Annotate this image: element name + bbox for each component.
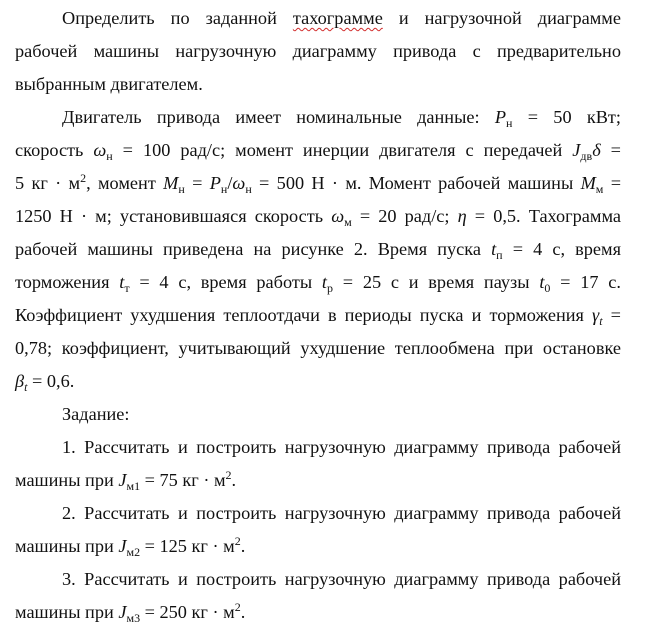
formula-t-p: $t_п$ [491,239,503,262]
intro-text: рабочей машины нагрузочную диаграмму привода с предварительно [15,41,621,61]
formula-gamma: $\gamma_t$ = [592,305,621,328]
params-text: = 4 с, время работы [129,272,322,292]
params-text: = 20 рад/с; [351,206,458,226]
params-text: = 17 с. [550,272,621,292]
params-line-5 [15,237,621,261]
task-item-2-line-2 [15,534,621,558]
task-item-1-line-1 [15,435,621,459]
params-text: скорость [15,140,94,160]
params-line-3 [15,171,621,195]
task-item-1-line-2 [15,468,621,492]
params-line-7 [15,303,621,327]
task-item-text: машины при [15,602,119,622]
params-line-1 [15,105,621,129]
formula-mm: $M_м$ = [580,173,622,196]
params-text: Двигатель привода имеет номинальные данные: [62,107,480,127]
intro-line-1 [15,6,621,30]
intro-line-2 [15,39,621,63]
params-text: 1250 Н · м; установившаяся скорость [15,206,332,226]
task-item-text: 2. Рассчитать и построить нагрузочную диаграмму привода рабочей [62,503,621,523]
params-line-4 [15,204,621,228]
superscript: 2 [80,171,87,185]
params-line-2 [15,138,621,162]
task-title-text: Задание: [62,404,130,424]
params-text: = 0,5. Тахограмма [466,206,622,226]
formula-j-m1: $J_{м1} = 75$ кг · $м^2$ [118,468,232,493]
intro-line-3 [15,72,621,96]
formula-j-m2: $J_{м2} = 125$ кг · $м^2$ [118,534,241,559]
params-line-9 [15,369,621,393]
formula-j-m3: $J_{м3} = 250$ кг · $м^2$ [118,600,241,625]
params-text: = 500 Н · м. Момент рабочей машины [251,173,581,193]
formula-j-dv: $J_{дв}\delta$ = [572,140,621,163]
formula-mn: $M_н = P_н/\omega_н$ [163,173,252,196]
intro-text: выбранным двигателем. [15,74,203,94]
task-item-2-line-1 [15,501,621,525]
task-item-text: . [231,470,237,490]
task-item-text: машины при [15,470,119,490]
params-text: = 100 рад/с; момент инерции двигателя с передачей [112,140,573,160]
task-item-text: . [240,602,246,622]
params-text: рабочей машины приведена на рисунке 2. Время пуска [15,239,492,259]
params-text: = 25 с и время паузы [333,272,540,292]
task-item-3-line-1 [15,567,621,591]
params-text: торможения [15,272,120,292]
formula-t-0: $t_0$ [539,272,551,295]
params-text: Коэффициент ухудшения теплоотдачи в периоды пуска и торможения [15,305,593,325]
formula-omega-n: $\omega_н$ [93,140,113,163]
intro-text: и нагрузочной диаграмме [382,8,621,28]
params-text: 0,78; коэффициент, учитывающий ухудшение теплообмена при остановке [15,338,621,358]
task-item-3-line-2 [15,600,621,624]
params-line-6 [15,270,621,294]
params-text: = 0,6. [27,371,75,391]
task-item-text: . [240,536,246,556]
formula-t-r: $t_р$ [321,272,333,295]
spellcheck-word[interactable]: тахограмме [292,8,383,28]
formula-t-t: $t_т$ [119,272,130,295]
formula-pn: $P_н = 50$ кВт; [494,107,622,130]
task-title [15,402,658,426]
params-text: = 4 с, время [502,239,621,259]
params-text: 5 кг · м [15,173,81,193]
task-item-text: 1. Рассчитать и построить нагрузочную диаграмму привода рабочей [62,437,621,457]
formula-beta: $\beta_t$ [15,371,28,394]
formula-omega-m: $\omega_м$ [331,206,352,229]
intro-text: Определить по заданной [62,8,293,28]
params-text: , момент [86,173,164,193]
params-line-8 [15,336,621,360]
formula-eta: η [457,206,467,226]
task-item-text: 3. Рассчитать и построить нагрузочную диаграмму привода рабочей [62,569,621,589]
task-item-text: машины при [15,536,119,556]
